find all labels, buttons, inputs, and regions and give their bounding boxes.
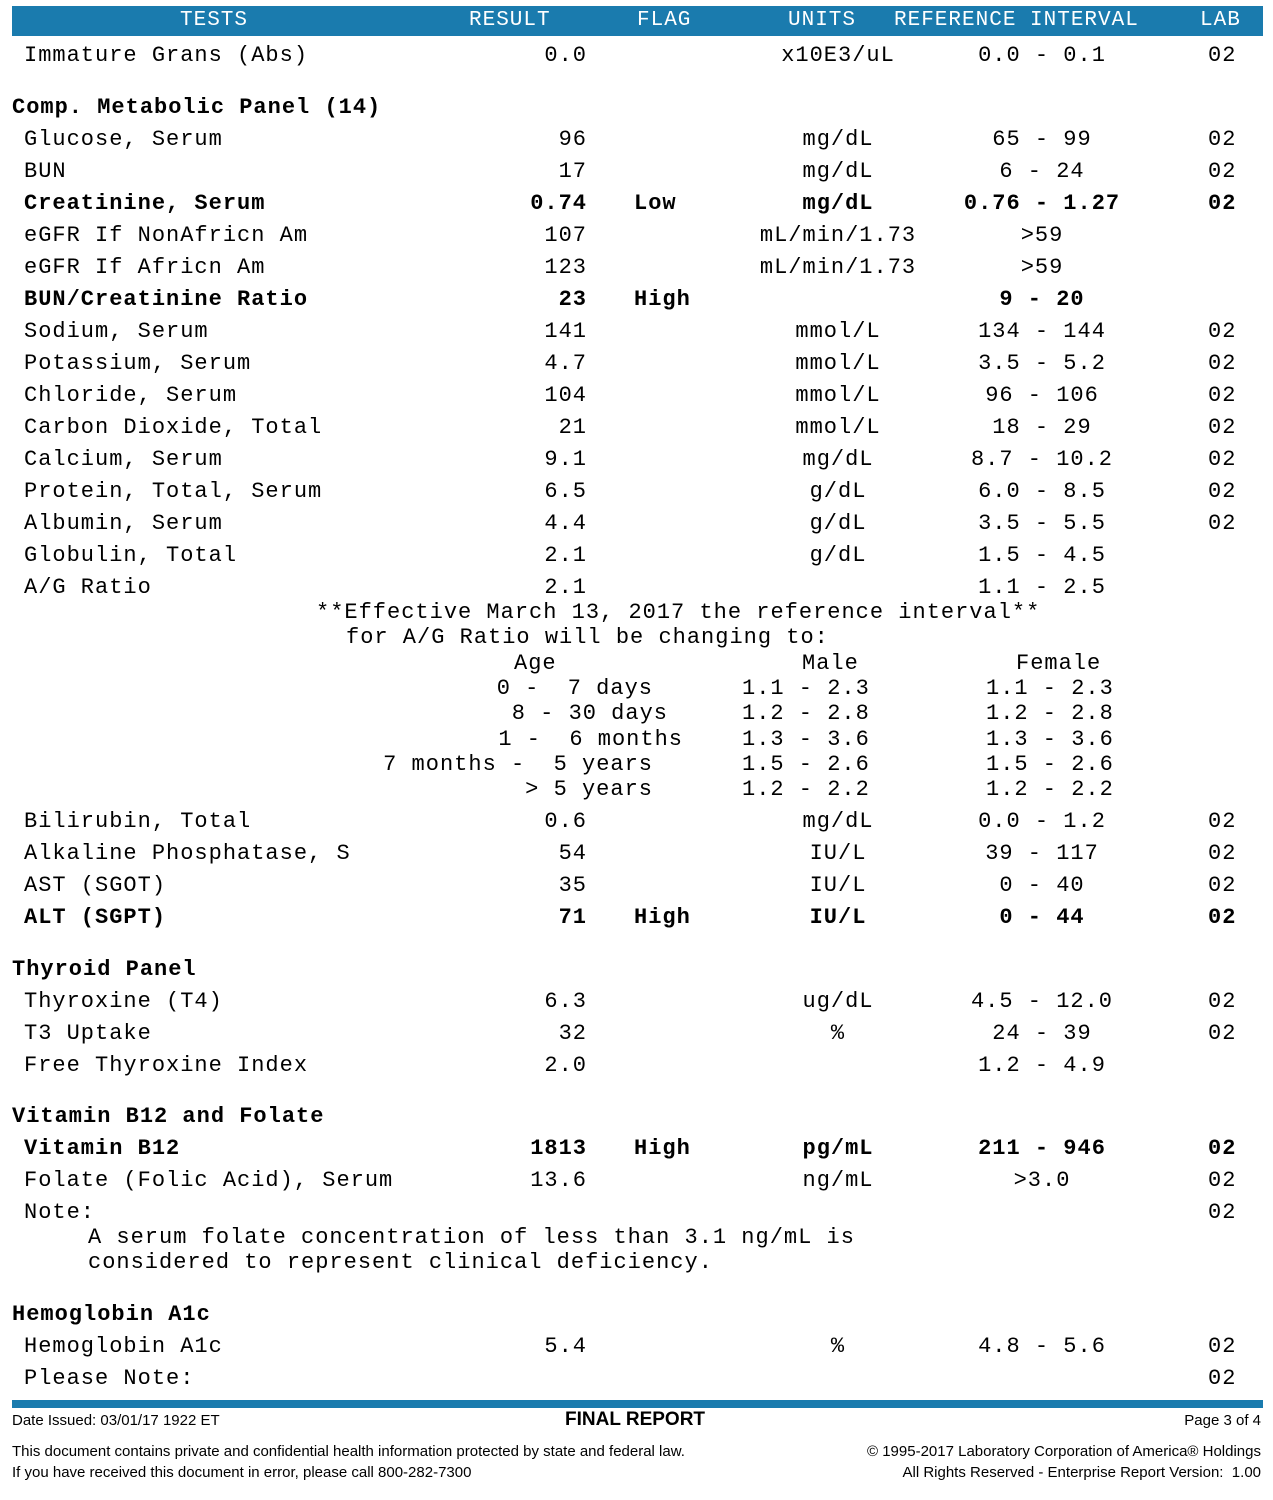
reference-interval: 4.8 - 5.6 (978, 1334, 1106, 1359)
ag-note-line2: for A/G Ratio will be changing to: (346, 625, 829, 650)
result-value: 1813 (530, 1136, 587, 1161)
ag-female: 1.3 - 3.6 (986, 727, 1114, 752)
lab-code: 02 (1208, 319, 1237, 344)
reference-interval: 39 - 117 (985, 841, 1099, 866)
reference-interval: 0 - 44 (999, 905, 1085, 930)
lab-code: 02 (1208, 841, 1237, 866)
reference-interval: 3.5 - 5.5 (978, 511, 1106, 536)
test-name: Folate (Folic Acid), Serum (24, 1168, 394, 1193)
test-name: BUN (24, 159, 67, 184)
ag-male: 1.5 - 2.6 (742, 752, 870, 777)
test-name: BUN/Creatinine Ratio (24, 287, 309, 312)
test-name: Immature Grans (Abs) (24, 43, 309, 68)
reference-interval: 6 - 24 (999, 159, 1085, 184)
units-value: IU/L (809, 905, 867, 930)
flag-value: High (634, 905, 691, 930)
units-value: % (830, 1334, 846, 1359)
ag-age: 1 - 6 months (498, 727, 683, 752)
col-tests: TESTS (180, 9, 249, 32)
test-name: Alkaline Phosphatase, S (24, 841, 351, 866)
copyright: © 1995-2017 Laboratory Corporation of America® Holdings (867, 1443, 1261, 1460)
result-value: 104 (544, 383, 587, 408)
test-name: Protein, Total, Serum (24, 479, 323, 504)
reference-interval: 1.2 - 4.9 (978, 1053, 1106, 1078)
confidential-notice: This document contains private and confidential health information protected by state and federal law. (12, 1443, 685, 1460)
units-value: mmol/L (795, 319, 881, 344)
result-value: 123 (544, 255, 587, 280)
units-value: IU/L (809, 873, 867, 898)
flag-value: High (634, 287, 691, 312)
result-value: 13.6 (530, 1168, 587, 1193)
units-value: mmol/L (795, 415, 881, 440)
ag-male: 1.1 - 2.3 (742, 676, 870, 701)
table-row (0, 809, 1273, 839)
col-result: RESULT (469, 9, 551, 32)
result-value: 32 (558, 1021, 587, 1046)
date-issued: Date Issued: 03/01/17 1922 ET (12, 1412, 220, 1429)
test-name: Thyroxine (T4) (24, 989, 223, 1014)
col-reference-interval: REFERENCE INTERVAL (894, 9, 1139, 32)
ag-age: > 5 years (525, 777, 653, 802)
units-value: mmol/L (795, 351, 881, 376)
units-value: x10E3/uL (781, 43, 895, 68)
ag-col-female: Female (1016, 651, 1102, 676)
result-value: 35 (558, 873, 587, 898)
result-value: 96 (558, 127, 587, 152)
ag-female: 1.2 - 2.2 (986, 777, 1114, 802)
table-row (0, 1200, 1273, 1230)
flag-value: Low (634, 191, 677, 216)
ag-male: 1.2 - 2.8 (742, 701, 870, 726)
test-name: Glucose, Serum (24, 127, 223, 152)
col-lab: LAB (1200, 9, 1241, 32)
reference-interval: 211 - 946 (978, 1136, 1106, 1161)
lab-code: 02 (1208, 415, 1237, 440)
units-value: pg/mL (802, 1136, 874, 1161)
reference-interval: 9 - 20 (999, 287, 1085, 312)
units-value: ng/mL (802, 1168, 874, 1193)
result-value: 2.1 (544, 543, 587, 568)
test-name: Bilirubin, Total (24, 809, 252, 834)
test-name: Please Note: (24, 1366, 195, 1391)
reference-interval: 4.5 - 12.0 (970, 989, 1114, 1014)
ag-col-age: Age (514, 651, 557, 676)
test-name: Hemoglobin A1c (24, 1334, 223, 1359)
reference-interval: 96 - 106 (985, 383, 1099, 408)
ag-female: 1.1 - 2.3 (986, 676, 1114, 701)
lab-code: 02 (1208, 511, 1237, 536)
result-value: 54 (558, 841, 587, 866)
ag-female: 1.5 - 2.6 (986, 752, 1114, 777)
result-value: 2.1 (544, 575, 587, 600)
units-value: g/dL (809, 543, 867, 568)
reference-interval: 3.5 - 5.2 (978, 351, 1106, 376)
test-name: AST (SGOT) (24, 873, 167, 898)
table-row (0, 191, 1273, 221)
units-value: % (830, 1021, 846, 1046)
lab-code: 02 (1208, 989, 1237, 1014)
table-row (0, 1168, 1273, 1198)
table-row (0, 383, 1273, 413)
test-name: Sodium, Serum (24, 319, 209, 344)
result-value: 2.0 (544, 1053, 587, 1078)
final-report-label: FINAL REPORT (565, 1409, 706, 1430)
lab-code: 02 (1208, 1200, 1237, 1225)
lab-code: 02 (1208, 43, 1237, 68)
result-value: 0.6 (544, 809, 587, 834)
table-row (0, 223, 1273, 253)
lab-code: 02 (1208, 1021, 1237, 1046)
lab-code: 02 (1208, 1136, 1237, 1161)
table-row (0, 255, 1273, 285)
table-row (0, 1136, 1273, 1166)
reference-interval: 1.1 - 2.5 (978, 575, 1106, 600)
ag-female: 1.2 - 2.8 (986, 701, 1114, 726)
ag-male: 1.2 - 2.2 (742, 777, 870, 802)
result-value: 107 (544, 223, 587, 248)
reference-interval: 65 - 99 (992, 127, 1092, 152)
lab-code: 02 (1208, 447, 1237, 472)
reference-interval: >3.0 (1013, 1168, 1071, 1193)
units-value: g/dL (809, 511, 867, 536)
table-row (0, 989, 1273, 1019)
reference-interval: 1.5 - 4.5 (978, 543, 1106, 568)
test-name: Creatinine, Serum (24, 191, 266, 216)
reference-interval: 0.76 - 1.27 (963, 191, 1121, 216)
test-name: Note: (24, 1200, 96, 1225)
lab-code: 02 (1208, 905, 1237, 930)
footer-bar (12, 1400, 1263, 1408)
col-flag: FLAG (637, 9, 692, 32)
ag-age: 0 - 7 days (496, 676, 653, 701)
lab-code: 02 (1208, 127, 1237, 152)
reference-interval: 0.0 - 0.1 (978, 43, 1106, 68)
test-name: Potassium, Serum (24, 351, 252, 376)
table-row (0, 873, 1273, 903)
result-value: 6.3 (544, 989, 587, 1014)
ag-col-male: Male (802, 651, 859, 676)
units-value: mg/dL (802, 447, 874, 472)
table-row (0, 127, 1273, 157)
result-value: 0.0 (544, 43, 587, 68)
units-value: mg/dL (802, 809, 874, 834)
result-value: 71 (558, 905, 587, 930)
section-hba1c: Hemoglobin A1c (12, 1302, 211, 1327)
reference-interval: 0.0 - 1.2 (978, 809, 1106, 834)
result-value: 9.1 (544, 447, 587, 472)
test-name: Chloride, Serum (24, 383, 238, 408)
result-value: 6.5 (544, 479, 587, 504)
units-value: mL/min/1.73 (759, 223, 917, 248)
units-value: mmol/L (795, 383, 881, 408)
ag-age: 8 - 30 days (511, 701, 668, 726)
test-name: Vitamin B12 (24, 1136, 181, 1161)
ag-male: 1.3 - 3.6 (742, 727, 870, 752)
reference-interval: 8.7 - 10.2 (970, 447, 1114, 472)
test-name: Globulin, Total (24, 543, 238, 568)
table-row (0, 1053, 1273, 1083)
lab-code: 02 (1208, 383, 1237, 408)
units-value: mL/min/1.73 (759, 255, 917, 280)
reference-interval: >59 (1020, 255, 1064, 280)
table-row (0, 479, 1273, 509)
lab-code: 02 (1208, 479, 1237, 504)
reference-interval: 24 - 39 (992, 1021, 1092, 1046)
result-value: 23 (558, 287, 587, 312)
units-value: mg/dL (802, 191, 874, 216)
table-row (0, 351, 1273, 381)
lab-code: 02 (1208, 873, 1237, 898)
result-value: 0.74 (530, 191, 587, 216)
report-version: All Rights Reserved - Enterprise Report Version: 1.00 (902, 1464, 1261, 1481)
test-name: T3 Uptake (24, 1021, 152, 1046)
table-row (0, 1021, 1273, 1051)
reference-interval: 134 - 144 (978, 319, 1106, 344)
test-name: eGFR If NonAfricn Am (24, 223, 309, 248)
test-name: A/G Ratio (24, 575, 152, 600)
result-value: 4.4 (544, 511, 587, 536)
test-name: Carbon Dioxide, Total (24, 415, 323, 440)
result-value: 4.7 (544, 351, 587, 376)
ag-age: 7 months - 5 years (383, 752, 653, 777)
table-row (0, 905, 1273, 935)
lab-code: 02 (1208, 159, 1237, 184)
error-contact: If you have received this document in error, please call 800-282-7300 (12, 1464, 472, 1481)
section-thyroid: Thyroid Panel (12, 957, 197, 982)
result-value: 17 (558, 159, 587, 184)
test-name: ALT (SGPT) (24, 905, 167, 930)
units-value: IU/L (809, 841, 867, 866)
table-row (0, 511, 1273, 541)
test-name: Free Thyroxine Index (24, 1053, 309, 1078)
table-row (0, 1366, 1273, 1396)
col-units: UNITS (788, 9, 857, 32)
lab-code: 02 (1208, 191, 1237, 216)
test-name: eGFR If Africn Am (24, 255, 266, 280)
table-row (0, 415, 1273, 445)
result-value: 5.4 (544, 1334, 587, 1359)
units-value: mg/dL (802, 159, 874, 184)
table-row (0, 159, 1273, 189)
lab-code: 02 (1208, 351, 1237, 376)
table-row (0, 1334, 1273, 1364)
ag-note-line1: **Effective March 13, 2017 the reference interval** (316, 600, 1041, 625)
lab-code: 02 (1208, 1366, 1237, 1391)
table-row (0, 319, 1273, 349)
test-name: Albumin, Serum (24, 511, 223, 536)
test-name: Calcium, Serum (24, 447, 223, 472)
table-row (0, 543, 1273, 573)
result-value: 141 (544, 319, 587, 344)
units-value: g/dL (809, 479, 867, 504)
reference-interval: 6.0 - 8.5 (978, 479, 1106, 504)
lab-code: 02 (1208, 1334, 1237, 1359)
table-row (0, 575, 1273, 605)
page-number: Page 3 of 4 (1184, 1412, 1261, 1429)
table-row (0, 447, 1273, 477)
result-value: 21 (558, 415, 587, 440)
section-b12-folate: Vitamin B12 and Folate (12, 1104, 325, 1129)
section-comp-metabolic: Comp. Metabolic Panel (14) (12, 95, 382, 120)
lab-code: 02 (1208, 809, 1237, 834)
table-row (0, 287, 1273, 317)
table-row (0, 43, 1273, 73)
reference-interval: 0 - 40 (999, 873, 1085, 898)
reference-interval: 18 - 29 (992, 415, 1092, 440)
lab-code: 02 (1208, 1168, 1237, 1193)
flag-value: High (634, 1136, 691, 1161)
units-value: ug/dL (802, 989, 874, 1014)
folate-note-line1: A serum folate concentration of less than 3.1 ng/mL is (88, 1225, 855, 1250)
folate-note-line2: considered to represent clinical deficiency. (88, 1250, 713, 1275)
units-value: mg/dL (802, 127, 874, 152)
reference-interval: >59 (1020, 223, 1064, 248)
table-row (0, 841, 1273, 871)
